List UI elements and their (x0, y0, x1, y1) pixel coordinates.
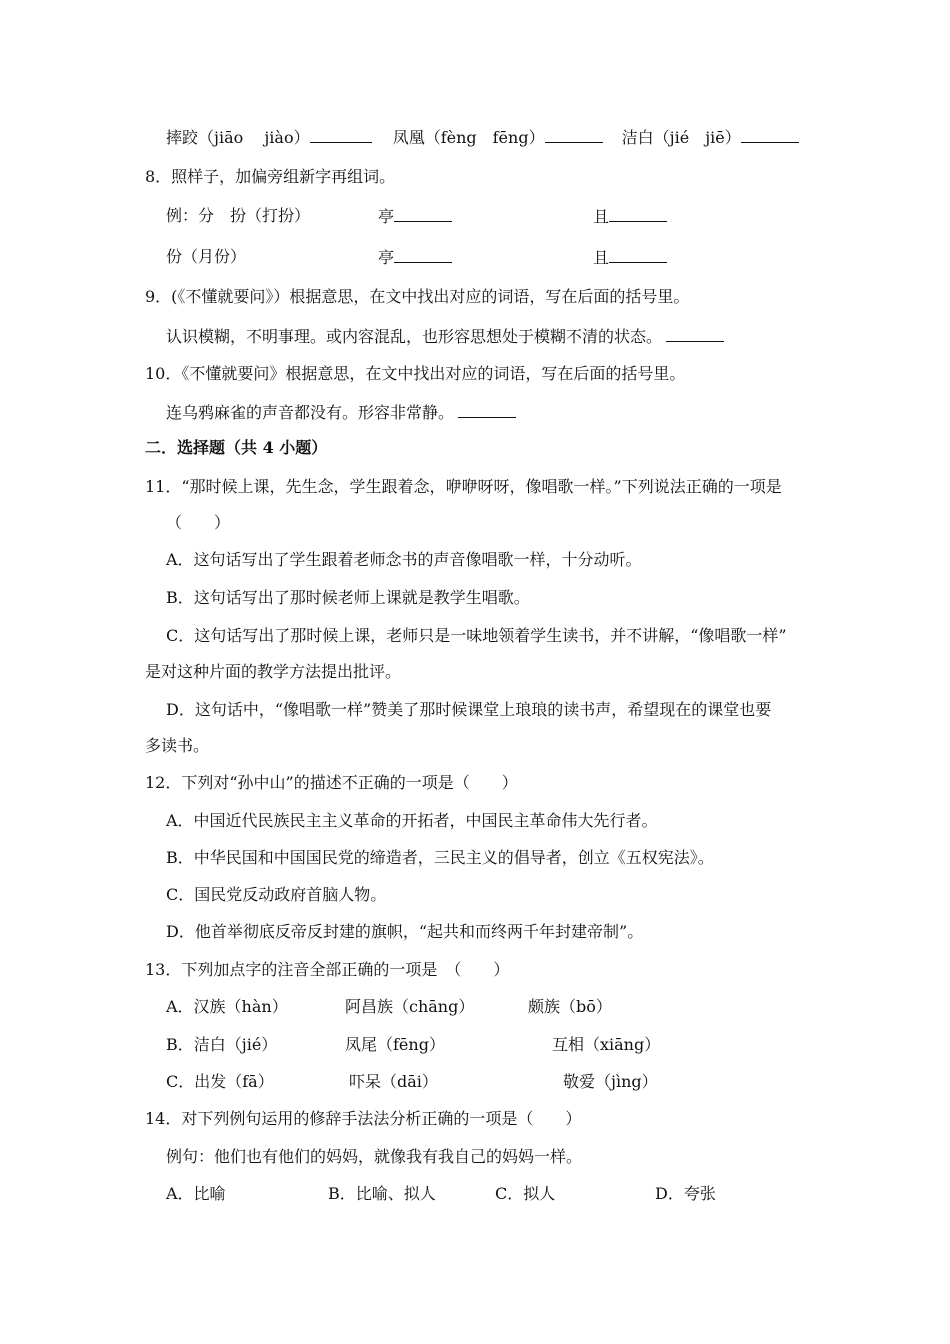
q12-title: 12．下列对“孙中山”的描述不正确的一项是（ ） (145, 773, 518, 792)
q8-item-1 (378, 205, 452, 228)
q9-body-text: 认识模糊，不明事理。或内容混乱，也形容思想处于模糊不清的状态。 (166, 327, 663, 346)
q11-option-d[interactable]: D．这句话中，“像唱歌一样”赞美了那时候课堂上琅琅的读书声，希望现在的课堂也要 (166, 700, 772, 719)
q8-example-1: 例：分 扮（打扮） (166, 206, 311, 225)
q12-option-c[interactable]: C．国民党反动政府首脑人物。 (166, 885, 387, 904)
q10-body (166, 401, 516, 424)
q7-blank-1[interactable] (310, 126, 372, 143)
q13-option-c-item-3: 敬爱（jìng） (563, 1072, 658, 1091)
q8-blank-4[interactable] (609, 246, 667, 263)
q12-option-d[interactable]: D．他首举彻底反帝反封建的旗帜，“起共和而终两千年封建帝制”。 (166, 922, 644, 941)
q11-paren: （ ） (166, 513, 231, 532)
q7-word-2: 凤凰（fèng fēng） (392, 128, 545, 147)
q11-option-c[interactable]: C．这句话写出了那时候上课，老师只是一味地领着学生读书，并不讲解，“像唱歌一样” (166, 626, 787, 645)
q12-option-a[interactable]: A．中国近代民族民主主义革命的开拓者，中国民主革命伟大先行者。 (166, 811, 658, 830)
q8-char: 亭 (378, 248, 395, 267)
q9-body (166, 325, 724, 348)
q10-title: 10．《不懂就要问》根据意思，在文中找出对应的词语，写在后面的括号里。 (145, 364, 686, 383)
q13-title: 13．下列加点字的注音全部正确的一项是 （ ） (145, 960, 510, 979)
q8-example-2: 份（月份） (166, 247, 247, 266)
q7-word-1: 摔跤（jiāo jiào） (166, 128, 310, 147)
section-heading: 二．选择题（共 4 小题） (145, 438, 328, 457)
q8-blank-2[interactable] (609, 205, 667, 222)
q10-body-text: 连乌鸦麻雀的声音都没有。形容非常静。 (166, 403, 455, 422)
q12-option-b[interactable]: B．中华民国和中国国民党的缔造者，三民主义的倡导者，创立《五权宪法》。 (166, 848, 714, 867)
q14-option-a[interactable]: A．比喻 (166, 1184, 226, 1203)
q11-option-b[interactable]: B．这句话写出了那时候老师上课就是教学生唱歌。 (166, 588, 530, 607)
q7-word-3: 洁白（jié jiē） (621, 128, 741, 147)
q9-title: 9．(《不懂就要问》）根据意思，在文中找出对应的词语，写在后面的括号里。 (145, 287, 690, 306)
q9-blank[interactable] (666, 325, 724, 342)
q14-option-b[interactable]: B．比喻、拟人 (328, 1184, 436, 1203)
q8-blank-3[interactable] (394, 246, 452, 263)
q8-item-4 (593, 246, 667, 269)
q7-line (166, 126, 799, 149)
q11-option-a[interactable]: A．这句话写出了学生跟着老师念书的声音像唱歌一样，十分动听。 (166, 550, 642, 569)
q11-option-d-cont: 多读书。 (145, 736, 210, 755)
q13-option-a-item-2: 阿昌族（chāng） (345, 997, 475, 1016)
q7-blank-2[interactable] (545, 126, 603, 143)
q10-blank[interactable] (458, 401, 516, 418)
q14-option-c[interactable]: C．拟人 (495, 1184, 556, 1203)
q14-option-d[interactable]: D．夸张 (655, 1184, 716, 1203)
q13-option-b-item-2: 凤尾（fēng） (345, 1035, 445, 1054)
q8-char: 且 (593, 207, 610, 226)
q8-char: 且 (593, 248, 610, 267)
q13-option-b[interactable]: B．洁白（jié） (166, 1035, 278, 1054)
q11-title: 11．“那时候上课，先生念，学生跟着念，咿咿呀呀，像唱歌一样。”下列说法正确的一项是 (145, 477, 782, 496)
q13-option-a-item-3: 颇族（bō） (528, 997, 612, 1016)
q13-option-c-item-2: 吓呆（dāi） (349, 1072, 438, 1091)
q8-char: 亭 (378, 207, 395, 226)
q8-title: 8．照样子，加偏旁组新字再组词。 (145, 167, 396, 186)
q7-blank-3[interactable] (741, 126, 799, 143)
q13-option-a[interactable]: A．汉族（hàn） (166, 997, 288, 1016)
q14-example: 例句：他们也有他们的妈妈，就像我有我自己的妈妈一样。 (166, 1147, 583, 1166)
q11-option-c-cont: 是对这种片面的教学方法提出批评。 (145, 662, 402, 681)
q14-title: 14．对下列例句运用的修辞手法法分析正确的一项是（ ） (145, 1109, 582, 1128)
q13-option-b-item-3: 互相（xiāng） (552, 1035, 661, 1054)
q8-blank-1[interactable] (394, 205, 452, 222)
q8-item-2 (593, 205, 667, 228)
q8-item-3 (378, 246, 452, 269)
q13-option-c[interactable]: C．出发（fā） (166, 1072, 274, 1091)
